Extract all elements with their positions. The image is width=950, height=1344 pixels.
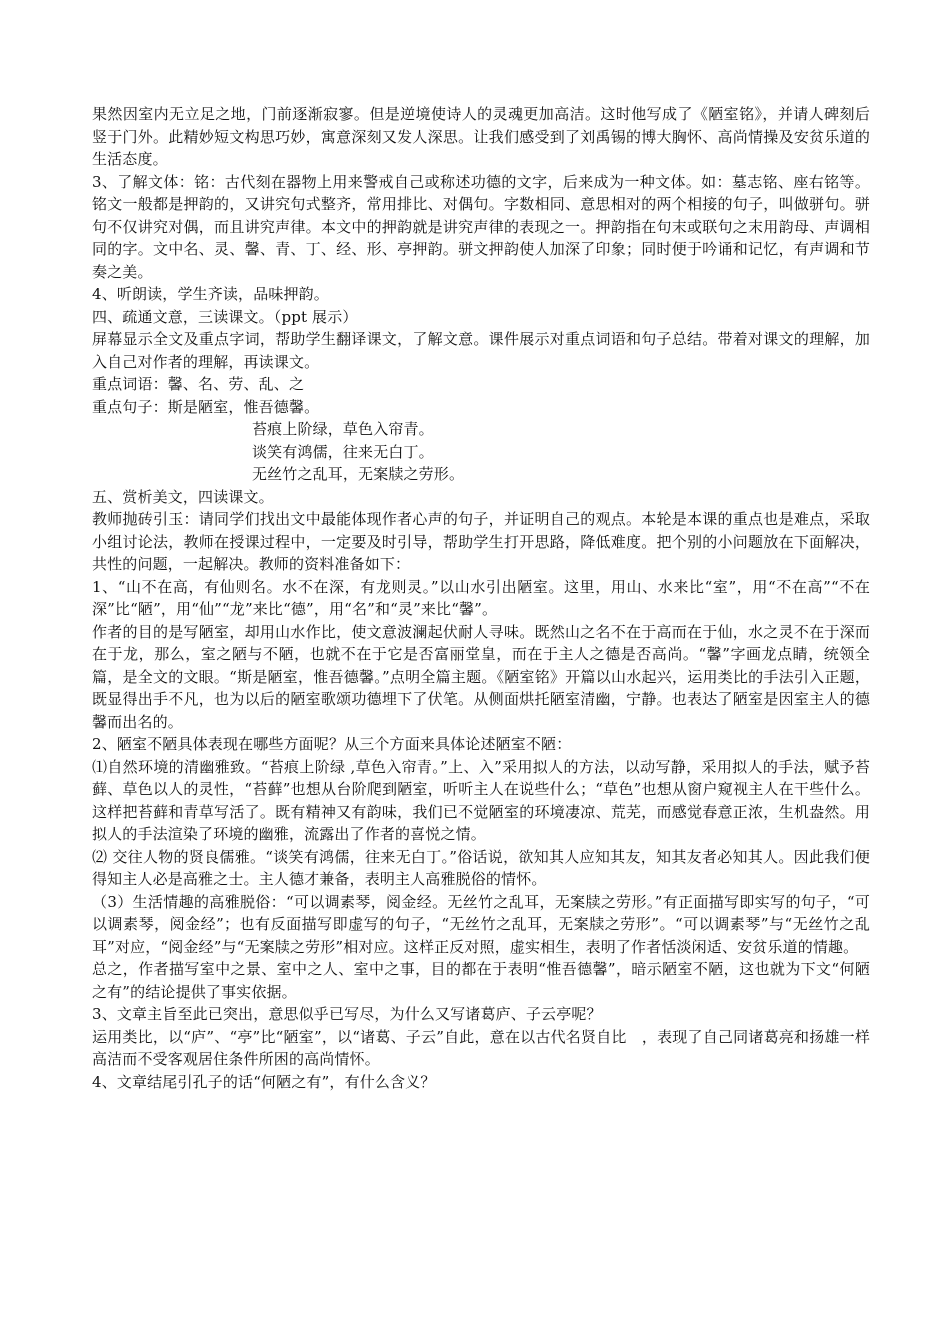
paragraph-key-sentences: 重点句子：斯是陋室，惟吾德馨。 [92, 397, 320, 416]
paragraph-author-purpose: 作者的目的是写陋室，却用山水作比，使文意波澜起伏耐人寻味。既然山之名不在于高而在于仙，水之灵不在于深而在于龙，那么，室之陋与不陋，也就不在于它是否富丽堂皇，而在于主人之德是否高尚。“馨”字画龙点睛，统领全篇，是全文的文眼。“斯是陋室，惟吾德馨。”点明全篇主题。《陋室铭》开篇以山水起兴，运用类比的手法引入正题，既显得出手不凡，也为以后的陋室歌颂功德埋下了伏笔。从侧面烘托陋室清幽，宁静。也表达了陋室是因室主人的德馨而出名的。 [92, 622, 870, 731]
paragraph-key-words: 重点词语：馨、名、劳、乱、之 [92, 375, 305, 393]
paragraph-teacher-guide: 教师抛砖引玉：请同学们找出文中最能体现作者心声的句子，并证明自己的观点。本轮是本课的重点也是难点，采取小组讨论法，教师在授课过程中，一定要及时引导，帮助学生打开思路，降低难度。把个别的小问题放在下面解决，共性的问题，一起解决。教师的资料准备如下： [92, 510, 870, 573]
paragraph-intro-ending: 果然因室内无立足之地，门前逐渐寂寥。但是逆境使诗人的灵魂更加高洁。这时他写成了《陋室铭》，并请人碑刻后竖于门外。此精妙短文构思巧妙，寓意深刻又发人深思。让我们感受到了刘禹锡的博大胸怀、高尚情操及安贫乐道的生活态度。 [92, 105, 870, 168]
paragraph-analogy: 运用类比，以“庐”、“亭”比“陋室”，以“诸葛、子云”自此，意在以古代名贤自比 ，表现了自己同诸葛亮和扬雄一样高洁而不受客观居住条件所困的高尚情怀。 [92, 1027, 870, 1068]
paragraph-genre: 3、了解文体：铭：古代刻在器物上用来警戒自己或称述功德的文字，后来成为一种文体。如：墓志铭、座右铭等。铭文一般都是押韵的，又讲究句式整齐，常用排比、对偶句。字数相同、意思相对的两个相接的句子，叫做骈句。骈句不仅讲究对偶，而且讲究声律。本文中的押韵就是讲究声律的表现之一。押韵指在句末或联句之末用韵母、声调相同的字。文中名、灵、馨、青、丁、经、形、亭押韵。骈文押韵使人加深了印象；同时便于吟诵和记忆，有声调和节奏之美。 [92, 172, 870, 281]
paragraph-point-3: 3、文章主旨至此已突出，意思似乎已写尽，为什么又写诸葛庐、子云亭呢？ [92, 1005, 602, 1023]
paragraph-people: ⑵ 交往人物的贤良儒雅。“谈笑有鸿儒，往来无白丁。”俗话说，欲知其人应知其友，知其友者必知其人。因此我们便得知主人必是高雅之士。主人德才兼备，表明主人高雅脱俗的情怀。 [92, 847, 870, 888]
paragraph-point-2: 2、陋室不陋具体表现在哪些方面呢？从三个方面来具体论述陋室不陋： [92, 735, 572, 753]
section-heading-four: 四、疏通文意，三读课文。（ppt 展示） [92, 307, 358, 326]
paragraph-point-1: 1、“山不在高，有仙则名。水不在深，有龙则灵。”以山水引出陋室。这里，用山、水来比“室”，用“不在高”“不在深”比“陋”，用“仙”“龙”来比“德”，用“名”和“灵”来比“馨”。 [92, 577, 870, 618]
paragraph-summary: 总之，作者描写室中之景、室中之人、室中之事，目的都在于表明“惟吾德馨”，暗示陋室不陋，这也就为下文“何陋之有”的结论提供了事实依据。 [92, 960, 870, 1001]
paragraph-listen-reading: 4、听朗读，学生齐读，品味押韵。 [92, 285, 329, 303]
paragraph-screen-display: 屏幕显示全文及重点字词，帮助学生翻译课文，了解文意。课件展示对重点词语和句子总结。带着对课文的理解，加入自己对作者的理解，再读课文。 [92, 330, 870, 371]
paragraph-life-interest: （3）生活情趣的高雅脱俗：“可以调素琴，阅金经。无丝竹之乱耳，无案牍之劳形。”有正面描写即实写的句子，“可以调素琴，阅金经”；也有反面描写即虚写的句子，“无丝竹之乱耳，无案牍之劳形”。“可以调素琴”与“无丝竹之乱耳”对应，“阅金经”与“无案牍之劳形”相对应。这样正反对照，虚实相生，表明了作者恬淡闲适、安贫乐道的情趣。 [92, 892, 870, 956]
key-sentence-1: 苔痕上阶绿，草色入帘青。 [252, 420, 434, 438]
paragraph-natural-environment: ⑴自然环境的清幽雅致。“苔痕上阶绿 ,草色入帘青。”上、入”采用拟人的方法，以动写静，采用拟人的手法，赋予苔藓、草色以人的灵性，“苔藓”也想从台阶爬到陋室，听听主人在说些什么；“草色”也想从窗户窥视主人在干些什么。这样把苔藓和青草写活了。既有精神又有韵味，我们已不觉陋室的环境凄凉、荒芜，而感觉春意正浓，生机盎然。用拟人的手法渲染了环境的幽雅，流露出了作者的喜悦之情。 [92, 757, 870, 843]
key-sentence-3: 无丝竹之乱耳，无案牍之劳形。 [252, 465, 465, 483]
key-sentence-2: 谈笑有鸿儒，往来无白丁。 [252, 442, 434, 461]
paragraph-point-4: 4、文章结尾引孔子的话“何陋之有”，有什么含义？ [92, 1072, 436, 1091]
section-heading-five: 五、赏析美文，四读课文。 [92, 487, 274, 506]
